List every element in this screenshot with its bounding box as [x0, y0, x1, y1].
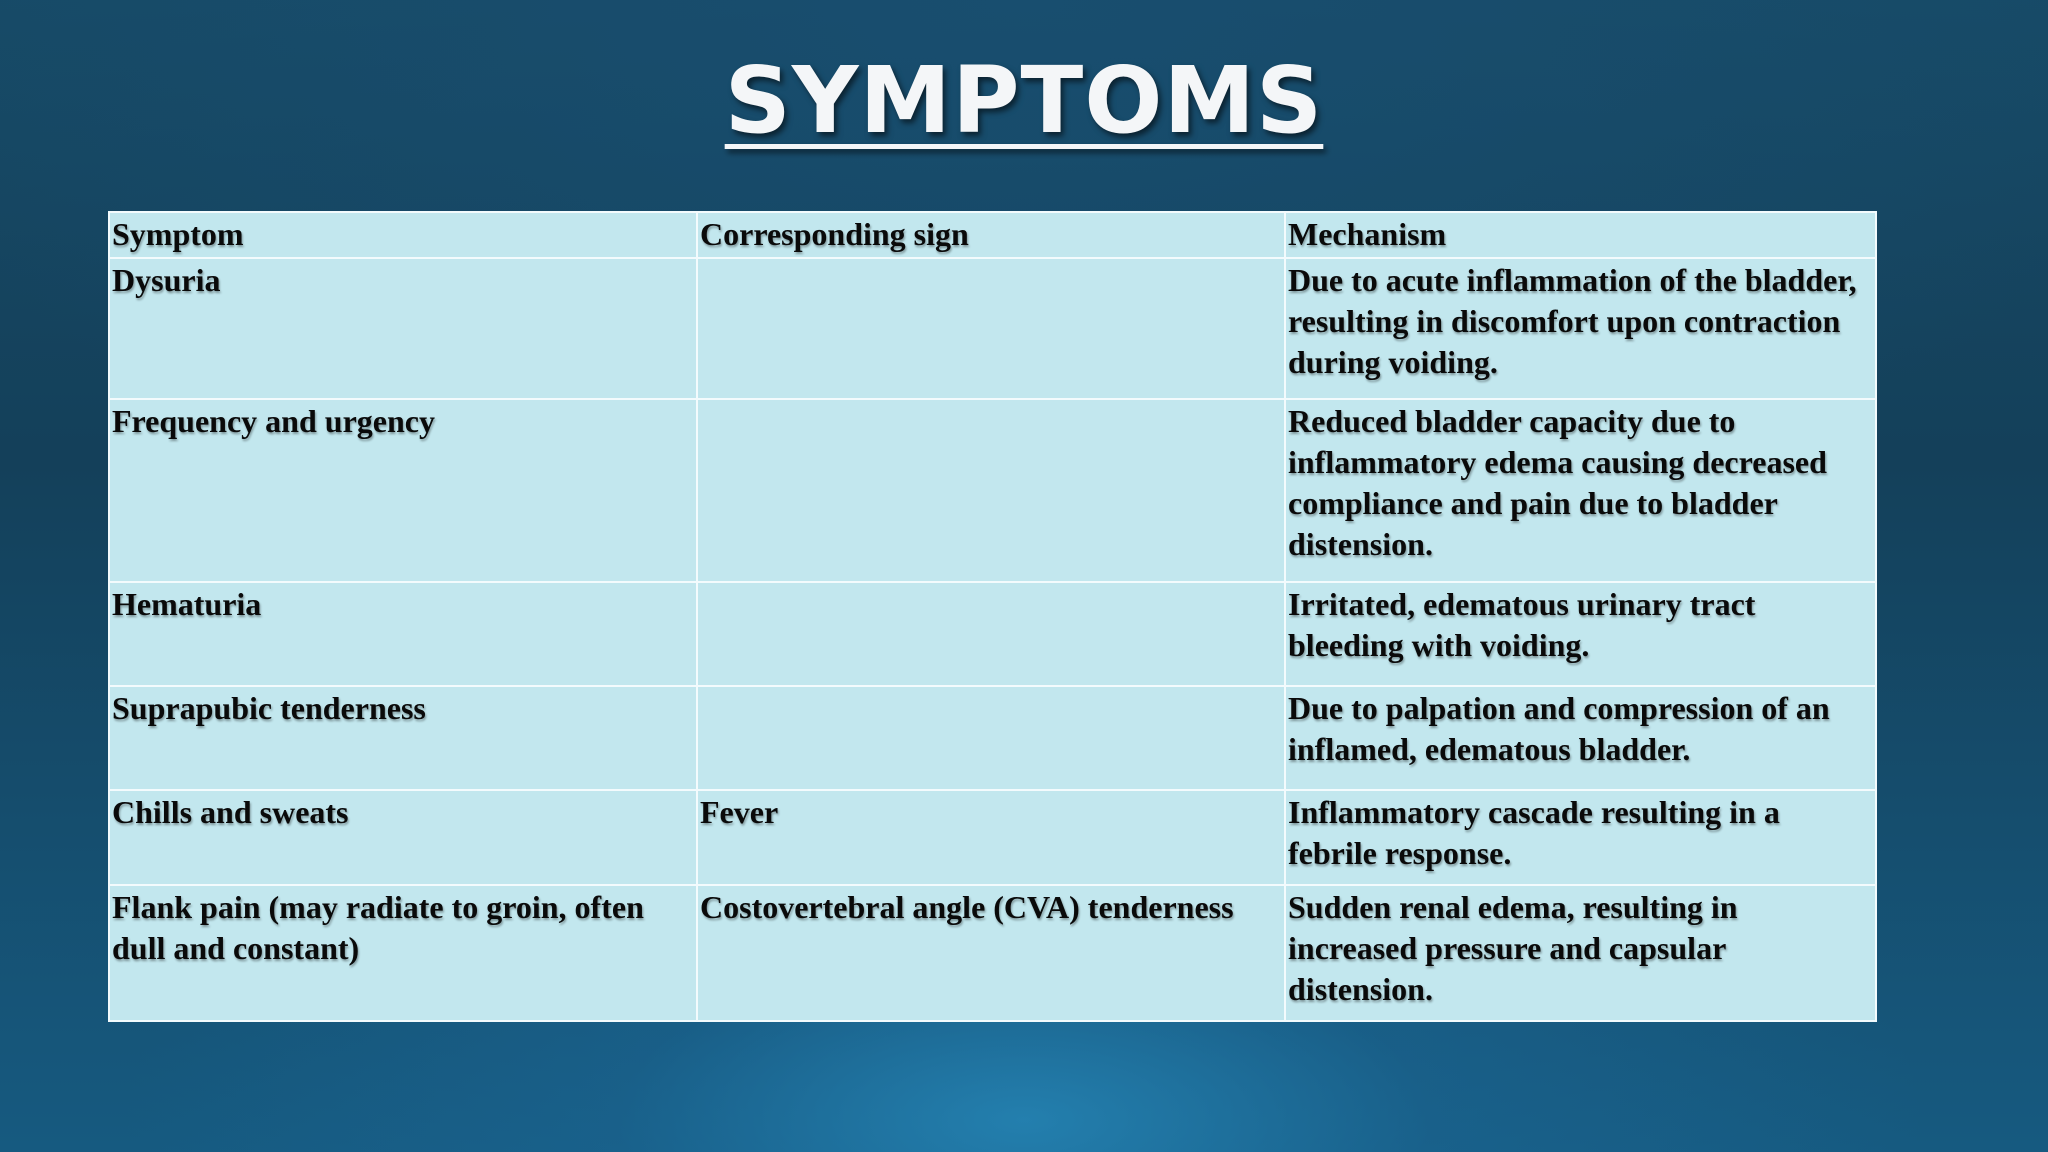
table-row: [109, 885, 1876, 1021]
cell-symptom: Frequency and urgency: [109, 399, 697, 582]
cell-mechanism: Inflammatory cascade resulting in a febrile response.: [1285, 790, 1876, 885]
cell-symptom: Dysuria: [109, 258, 697, 399]
symptoms-table: [108, 211, 1877, 1022]
cell-mechanism: Irritated, edematous urinary tract bleeding with voiding.: [1285, 582, 1876, 686]
cell-mechanism: Due to palpation and compression of an inflamed, edematous bladder.: [1285, 686, 1876, 790]
cell-mechanism: Reduced bladder capacity due to inflammatory edema causing decreased compliance and pain due to bladder distension.: [1285, 399, 1876, 582]
table-row: [109, 582, 1876, 686]
table-row: [109, 258, 1876, 399]
cell-sign: Costovertebral angle (CVA) tenderness: [697, 885, 1285, 1021]
header-corresponding-sign: Corresponding sign: [697, 212, 1285, 258]
cell-symptom: Hematuria: [109, 582, 697, 686]
header-mechanism: Mechanism: [1285, 212, 1876, 258]
cell-sign: Fever: [697, 790, 1285, 885]
header-symptom: Symptom: [109, 212, 697, 258]
cell-mechanism: Due to acute inflammation of the bladder, resulting in discomfort upon contraction during voiding.: [1285, 258, 1876, 399]
cell-symptom: Chills and sweats: [109, 790, 697, 885]
title-wrap: [0, 47, 2048, 154]
slide-title: SYMPTOMS: [724, 47, 1324, 154]
table-header-row: [109, 212, 1876, 258]
cell-sign: [697, 258, 1285, 399]
cell-sign: [697, 399, 1285, 582]
table-row: [109, 790, 1876, 885]
cell-mechanism: Sudden renal edema, resulting in increased pressure and capsular distension.: [1285, 885, 1876, 1021]
table-row: [109, 686, 1876, 790]
cell-sign: [697, 582, 1285, 686]
table-row: [109, 399, 1876, 582]
cell-sign: [697, 686, 1285, 790]
cell-symptom: Flank pain (may radiate to groin, often dull and constant): [109, 885, 697, 1021]
cell-symptom: Suprapubic tenderness: [109, 686, 697, 790]
